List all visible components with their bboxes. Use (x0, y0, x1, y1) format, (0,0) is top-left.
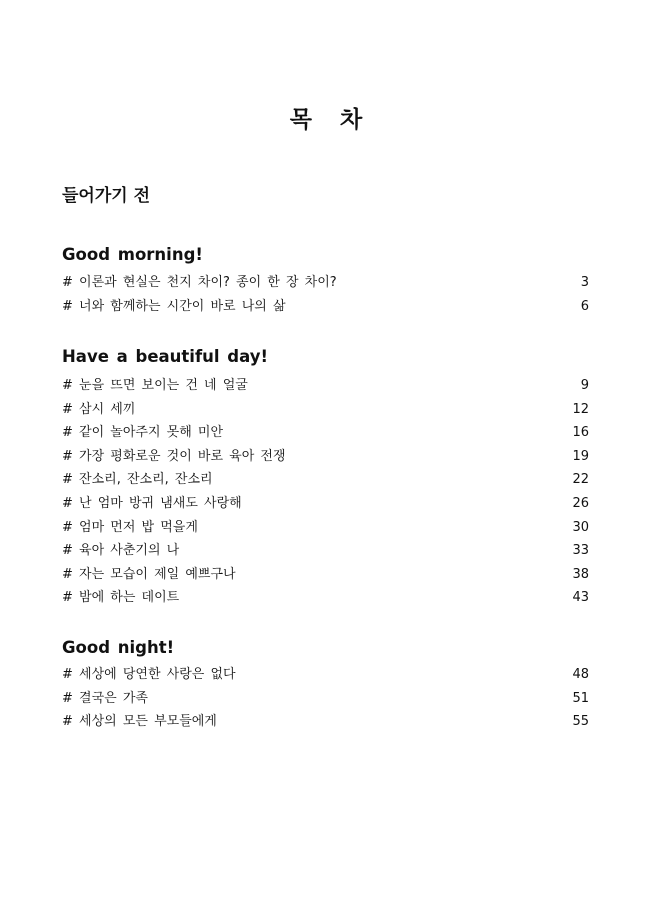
entry-page-number: 51 (572, 690, 589, 706)
entry-title: # 너와 함께하는 시간이 바로 나의 삶 (62, 298, 286, 314)
entry-title: # 육아 사춘기의 나 (62, 543, 180, 559)
entry-page-number: 55 (572, 714, 589, 730)
toc-entry[interactable] (62, 398, 589, 422)
section-entries-night (62, 663, 589, 734)
entry-title: # 결국은 가족 (62, 690, 148, 706)
entry-page-number: 9 (580, 378, 589, 393)
toc-entry[interactable] (62, 663, 589, 687)
entry-title: # 세상에 당연한 사랑은 없다 (62, 667, 236, 682)
toc-entry[interactable] (62, 468, 589, 492)
section-heading-day: Have a beautiful day! (62, 347, 268, 366)
section-entries-morning (62, 271, 589, 318)
toc-entry[interactable] (62, 687, 589, 711)
toc-entry[interactable] (62, 271, 589, 295)
entry-title: # 엄마 먼저 밥 먹을게 (62, 519, 198, 535)
entry-page-number: 43 (572, 590, 589, 606)
entry-title: # 삼시 세끼 (62, 401, 136, 417)
entry-page-number: 30 (572, 519, 589, 535)
entry-page-number: 22 (572, 472, 589, 488)
entry-page-number: 48 (572, 667, 589, 682)
section-heading-morning: Good morning! (62, 245, 203, 264)
intro-heading: 들어가기 전 (62, 186, 151, 206)
page-title: 목 차 (289, 107, 373, 133)
toc-entry[interactable] (62, 710, 589, 734)
entry-page-number: 38 (572, 566, 589, 582)
entry-title: # 난 엄마 방귀 냄새도 사랑해 (62, 495, 242, 511)
entry-title: # 밤에 하는 데이트 (62, 590, 180, 606)
entry-page-number: 33 (572, 543, 589, 559)
entry-page-number: 12 (572, 401, 589, 417)
entry-title: # 자는 모습이 제일 예쁘구나 (62, 566, 236, 582)
entry-title: # 눈을 뜨면 보이는 건 네 얼굴 (62, 378, 248, 393)
entry-title: # 이론과 현실은 천지 차이? 종이 한 장 차이? (62, 275, 337, 290)
toc-entry[interactable] (62, 421, 589, 445)
toc-entry[interactable] (62, 563, 589, 587)
entry-page-number: 6 (580, 298, 589, 314)
toc-entry[interactable] (62, 492, 589, 516)
toc-entry[interactable] (62, 516, 589, 540)
entry-title: # 같이 놀아주지 못해 미안 (62, 425, 224, 441)
toc-entry[interactable] (62, 586, 589, 610)
entry-title: # 잔소리, 잔소리, 잔소리 (62, 472, 213, 488)
entry-page-number: 26 (572, 495, 589, 511)
toc-entry[interactable] (62, 539, 589, 563)
entry-title: # 가장 평화로운 것이 바로 육아 전쟁 (62, 448, 286, 464)
section-entries-day (62, 374, 589, 610)
entry-title: # 세상의 모든 부모들에게 (62, 714, 217, 730)
toc-entry[interactable] (62, 374, 589, 398)
entry-page-number: 19 (572, 448, 589, 464)
toc-entry[interactable] (62, 445, 589, 469)
entry-page-number: 16 (572, 425, 589, 441)
toc-entry[interactable] (62, 295, 589, 319)
section-heading-night: Good night! (62, 638, 175, 657)
entry-page-number: 3 (580, 275, 589, 290)
